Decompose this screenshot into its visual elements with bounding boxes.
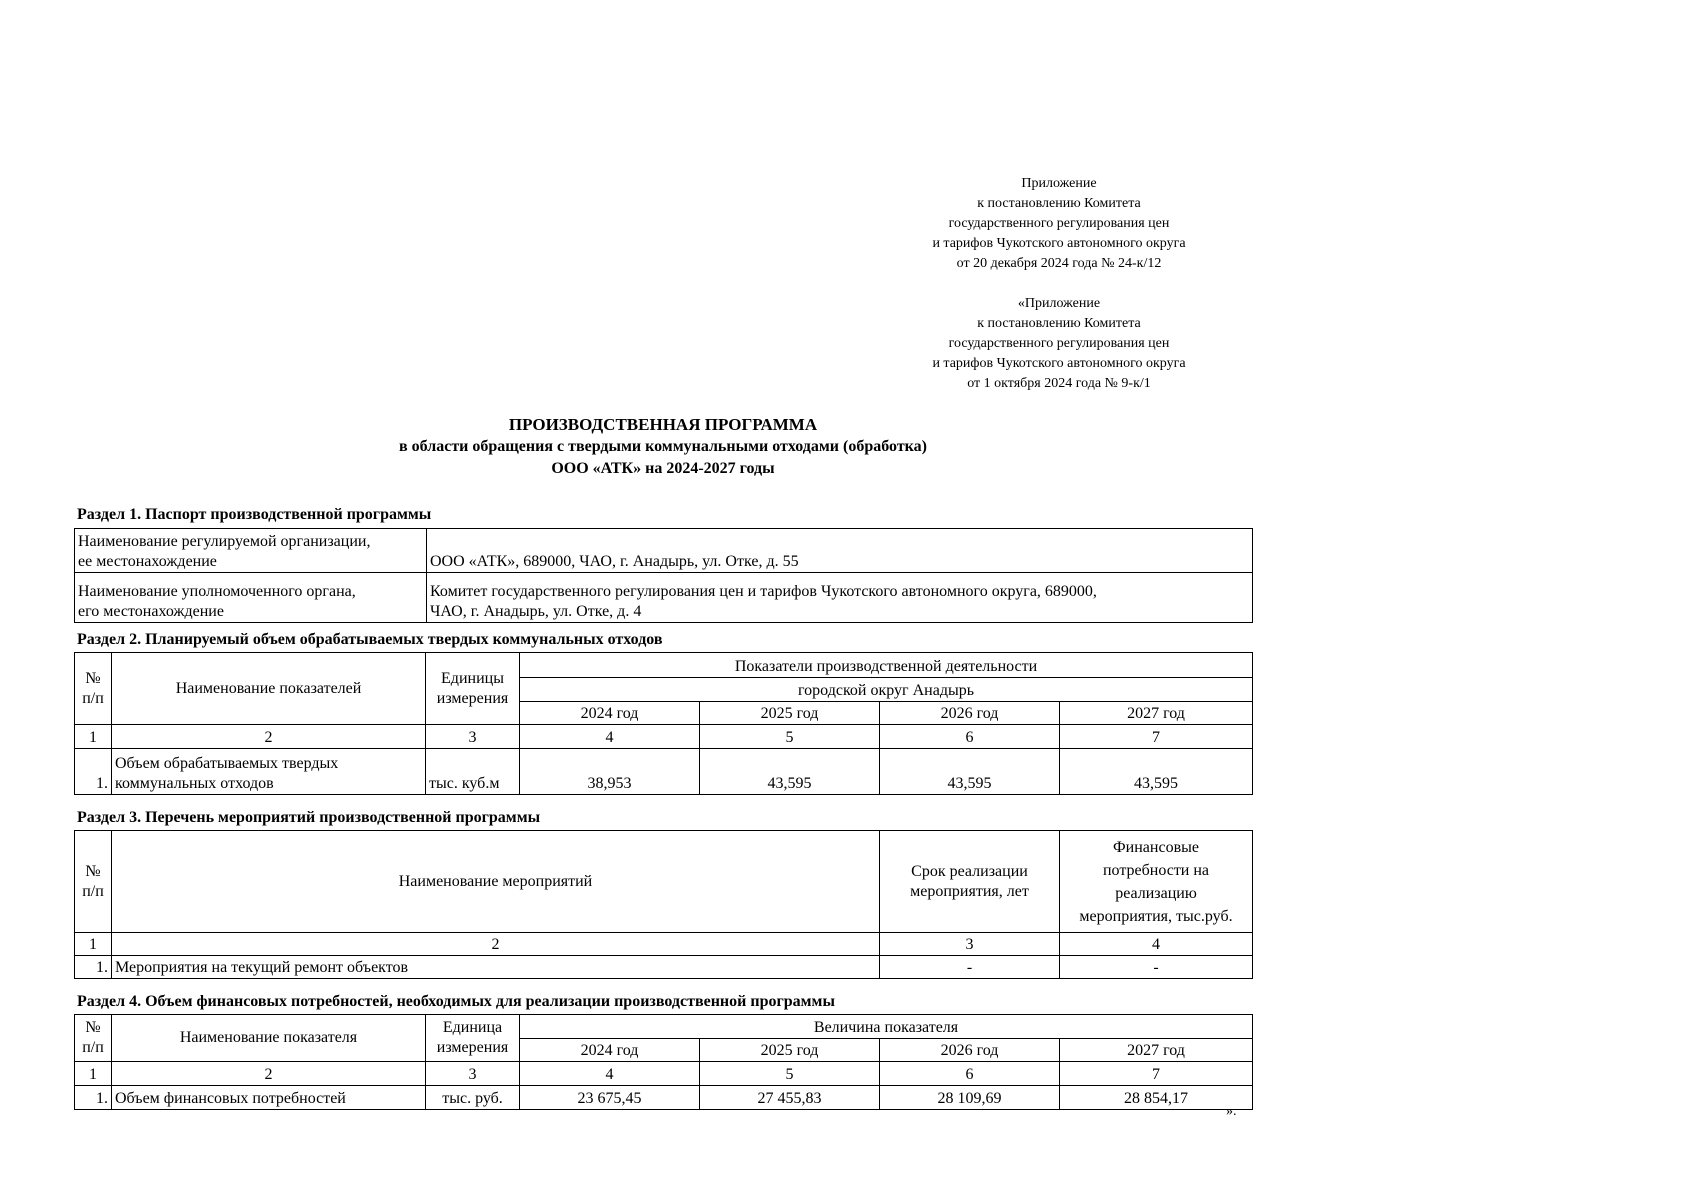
header-line: п/п [82, 882, 104, 900]
row-value: 28 854,17 [1060, 1086, 1253, 1110]
row-value: 43,595 [700, 749, 880, 795]
approval-line: государственного регулирования цен [948, 336, 1170, 351]
approval-line: государственного регулирования цен [948, 216, 1170, 231]
approval-line: к постановлению Комитета [977, 196, 1141, 211]
value-line: Комитет государственного регулирования цен и тарифов Чукотского автономного округа, 689000, [430, 583, 1097, 600]
name-line: Объем обрабатываемых твердых [115, 755, 339, 772]
header-line: мероприятия, тыс.руб. [1079, 907, 1233, 925]
col-number: 4 [520, 1062, 700, 1086]
header-subgroup: городской округ Анадырь [520, 678, 1253, 702]
col-number: 3 [880, 933, 1060, 956]
passport-value [427, 529, 1253, 573]
approval-line: и тарифов Чукотского автономного округа [932, 356, 1186, 371]
passport-value [427, 573, 1253, 623]
row-no: 1. [75, 956, 112, 979]
header-finance [1060, 831, 1253, 933]
table-row [75, 573, 1253, 623]
header-line: Финансовые [1113, 838, 1199, 856]
section-2-title: Раздел 2. Планируемый объем обрабатываемых твердых коммунальных отходов [77, 631, 663, 648]
approval-block-current [900, 174, 1218, 274]
table-header-row [75, 653, 1253, 678]
header-line: измерения [436, 689, 509, 707]
approval-line: к постановлению Комитета [977, 316, 1141, 331]
label-line: его местонахождение [78, 603, 224, 620]
row-name: Объем финансовых потребностей [112, 1086, 426, 1110]
col-number: 2 [112, 933, 880, 956]
name-line: коммунальных отходов [115, 775, 274, 792]
col-number: 3 [426, 1062, 520, 1086]
col-number: 5 [700, 725, 880, 749]
finance-table [74, 1014, 1253, 1110]
header-line: Срок реализации [911, 862, 1028, 880]
header-term [880, 831, 1060, 933]
table-row [75, 529, 1253, 573]
approval-line: от 1 октября 2024 года № 9-к/1 [967, 376, 1151, 391]
col-number: 6 [880, 1062, 1060, 1086]
header-year: 2025 год [700, 702, 880, 725]
header-line: № [85, 862, 101, 880]
approval-block-previous [900, 294, 1218, 394]
col-number: 1 [75, 725, 112, 749]
header-line: реализацию [1115, 884, 1197, 902]
header-year: 2027 год [1060, 1039, 1253, 1062]
header-line: п/п [82, 1039, 104, 1056]
header-line: Единицы [441, 669, 504, 687]
header-no [75, 1015, 112, 1062]
document-title [74, 414, 1252, 480]
header-line: п/п [82, 689, 104, 707]
passport-label [75, 529, 427, 573]
col-number: 6 [880, 725, 1060, 749]
title-line-3: ООО «АТК» на 2024-2027 годы [551, 460, 775, 477]
approval-line: от 20 декабря 2024 года № 24-к/12 [956, 256, 1162, 271]
row-finance: - [1060, 956, 1253, 979]
header-line: № [85, 669, 101, 687]
col-number: 1 [75, 1062, 112, 1086]
header-unit [426, 653, 520, 725]
header-year: 2026 год [880, 1039, 1060, 1062]
table-row [75, 956, 1253, 979]
header-no [75, 831, 112, 933]
header-line: потребности на [1102, 861, 1210, 879]
row-name [112, 749, 426, 795]
col-number: 1 [75, 933, 112, 956]
closing-quote-mark: ». [1226, 1104, 1237, 1119]
row-no: 1. [75, 1086, 112, 1110]
row-unit: тыс. куб.м [426, 749, 520, 795]
header-unit [426, 1015, 520, 1062]
header-year: 2025 год [700, 1039, 880, 1062]
approval-line: Приложение [1021, 176, 1097, 191]
title-line-2: в области обращения с твердыми коммунальными отходами (обработка) [399, 438, 927, 455]
row-name: Мероприятия на текущий ремонт объектов [112, 956, 880, 979]
row-value: 23 675,45 [520, 1086, 700, 1110]
header-year: 2027 год [1060, 702, 1253, 725]
header-line: мероприятия, лет [910, 882, 1029, 900]
row-value: 38,953 [520, 749, 700, 795]
header-line: измерения [436, 1039, 509, 1056]
measures-table [74, 830, 1253, 979]
table-header-row [75, 1015, 1253, 1039]
col-number: 3 [426, 725, 520, 749]
passport-table [74, 528, 1253, 623]
header-name: Наименование мероприятий [112, 831, 880, 933]
approval-line: и тарифов Чукотского автономного округа [932, 236, 1186, 251]
section-4-title: Раздел 4. Объем финансовых потребностей, необходимых для реализации производственной программы [77, 993, 835, 1010]
numbering-row [75, 933, 1253, 956]
row-value: 27 455,83 [700, 1086, 880, 1110]
volume-table [74, 652, 1253, 795]
section-3-title: Раздел 3. Перечень мероприятий производственной программы [77, 809, 541, 826]
row-value: 43,595 [1060, 749, 1253, 795]
header-year: 2024 год [520, 1039, 700, 1062]
row-value: 28 109,69 [880, 1086, 1060, 1110]
header-year: 2024 год [520, 702, 700, 725]
passport-label [75, 573, 427, 623]
label-line: Наименование регулируемой организации, [78, 533, 371, 550]
section-1-title: Раздел 1. Паспорт производственной программы [77, 506, 432, 523]
header-name: Наименование показателя [112, 1015, 426, 1062]
col-number: 7 [1060, 1062, 1253, 1086]
row-unit: тыс. руб. [426, 1086, 520, 1110]
header-line: № [85, 1019, 101, 1036]
header-name: Наименование показателей [112, 653, 426, 725]
value-line: ООО «АТК», 689000, ЧАО, г. Анадырь, ул. Отке, д. 55 [430, 553, 799, 570]
label-line: Наименование уполномоченного органа, [78, 583, 356, 600]
col-number: 4 [1060, 933, 1253, 956]
table-row [75, 749, 1253, 795]
header-line: Единица [442, 1019, 503, 1036]
table-header-row [75, 831, 1253, 933]
numbering-row [75, 1062, 1253, 1086]
value-line: ЧАО, г. Анадырь, ул. Отке, д. 4 [430, 603, 642, 620]
row-no: 1. [75, 749, 112, 795]
table-row [75, 1086, 1253, 1110]
header-group: Величина показателя [520, 1015, 1253, 1039]
header-no [75, 653, 112, 725]
row-term: - [880, 956, 1060, 979]
col-number: 5 [700, 1062, 880, 1086]
numbering-row [75, 725, 1253, 749]
col-number: 2 [112, 1062, 426, 1086]
header-group: Показатели производственной деятельности [520, 653, 1253, 678]
title-line-1: ПРОИЗВОДСТВЕННАЯ ПРОГРАММА [508, 415, 818, 434]
header-year: 2026 год [880, 702, 1060, 725]
col-number: 4 [520, 725, 700, 749]
row-value: 43,595 [880, 749, 1060, 795]
col-number: 2 [112, 725, 426, 749]
approval-line: «Приложение [1017, 296, 1101, 311]
col-number: 7 [1060, 725, 1253, 749]
label-line: ее местонахождение [78, 553, 217, 570]
